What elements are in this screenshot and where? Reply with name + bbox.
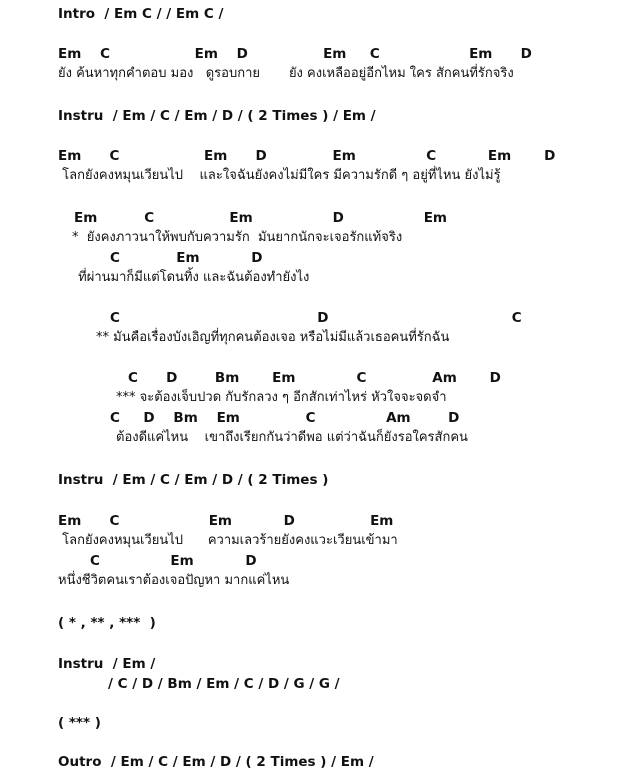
pre-chorus-lyrics-2: ที่ผ่านมาก็มีแต่โดนทิ้ง และฉันต้องทำยังไง — [74, 270, 310, 285]
verse3-chords-2: C Em D — [90, 553, 257, 569]
instru1-line: Instru / Em / C / Em / D / ( 2 Times ) / Em / — [58, 108, 376, 124]
verse3-lyrics-2: หนึ่งชีวิตคนเราต้องเจอปัญหา มากแค่ไหน — [58, 573, 290, 588]
chorus-lyrics: ** มันคือเรื่องบังเอิญที่ทุกคนต้องเจอ หรือไม่มีแล้วเธอคนที่รักฉัน — [96, 330, 450, 345]
bridge-lyrics-1: *** จะต้องเจ็บปวด กับรักลวง ๆ อีกสักเท่าไหร่ หัวใจจะจดจำ — [116, 390, 447, 405]
bridge-chords-2: C D Bm Em C Am D — [110, 410, 460, 426]
instru3-line-2: / C / D / Bm / Em / C / D / G / G / — [108, 676, 340, 692]
repeat-marker-1: ( * , ** , *** ) — [58, 615, 156, 631]
bridge-chords-1: C D Bm Em C Am D — [128, 370, 501, 386]
pre-chorus-chords-2: C Em D — [110, 250, 263, 266]
verse2-lyrics: โลกยังคงหมุนเวียนไป และใจฉันยังคงไม่มีใคร มีความรักดี ๆ อยู่ที่ไหน ยังไม่รู้ — [58, 168, 501, 183]
verse2-chords: Em C Em D Em C Em D — [58, 148, 556, 164]
instru3-line-1: Instru / Em / — [58, 656, 156, 672]
chorus-chords: C D C — [110, 310, 522, 326]
repeat-marker-2: ( *** ) — [58, 715, 101, 731]
bridge-lyrics-2: ต้องดีแค่ไหน เขาถึงเรียกกันว่าดีพอ แต่ว่าฉันก็ยังรอใครสักคน — [116, 430, 468, 445]
pre-chorus-lyrics-1: * ยังคงภาวนาให้พบกับความรัก มันยากนักจะเจอรักแท้จริง — [72, 230, 403, 245]
verse1-chords: Em C Em D Em C Em D — [58, 46, 532, 62]
intro-line: Intro / Em C / / Em C / — [58, 6, 224, 22]
verse1-lyrics: ยัง ค้นหาทุกคำตอบ มอง ดูรอบกาย ยัง คงเหลืออยู่อีกไหม ใคร สักคนที่รักจริง — [58, 66, 514, 81]
outro-line: Outro / Em / C / Em / D / ( 2 Times ) / Em / — [58, 754, 374, 770]
instru2-line: Instru / Em / C / Em / D / ( 2 Times ) — [58, 472, 329, 488]
verse3-chords-1: Em C Em D Em — [58, 513, 394, 529]
pre-chorus-chords-1: Em C Em D Em — [74, 210, 447, 226]
verse3-lyrics-1: โลกยังคงหมุนเวียนไป ความเลวร้ายยังคงแวะเวียนเข้ามา — [58, 533, 398, 548]
